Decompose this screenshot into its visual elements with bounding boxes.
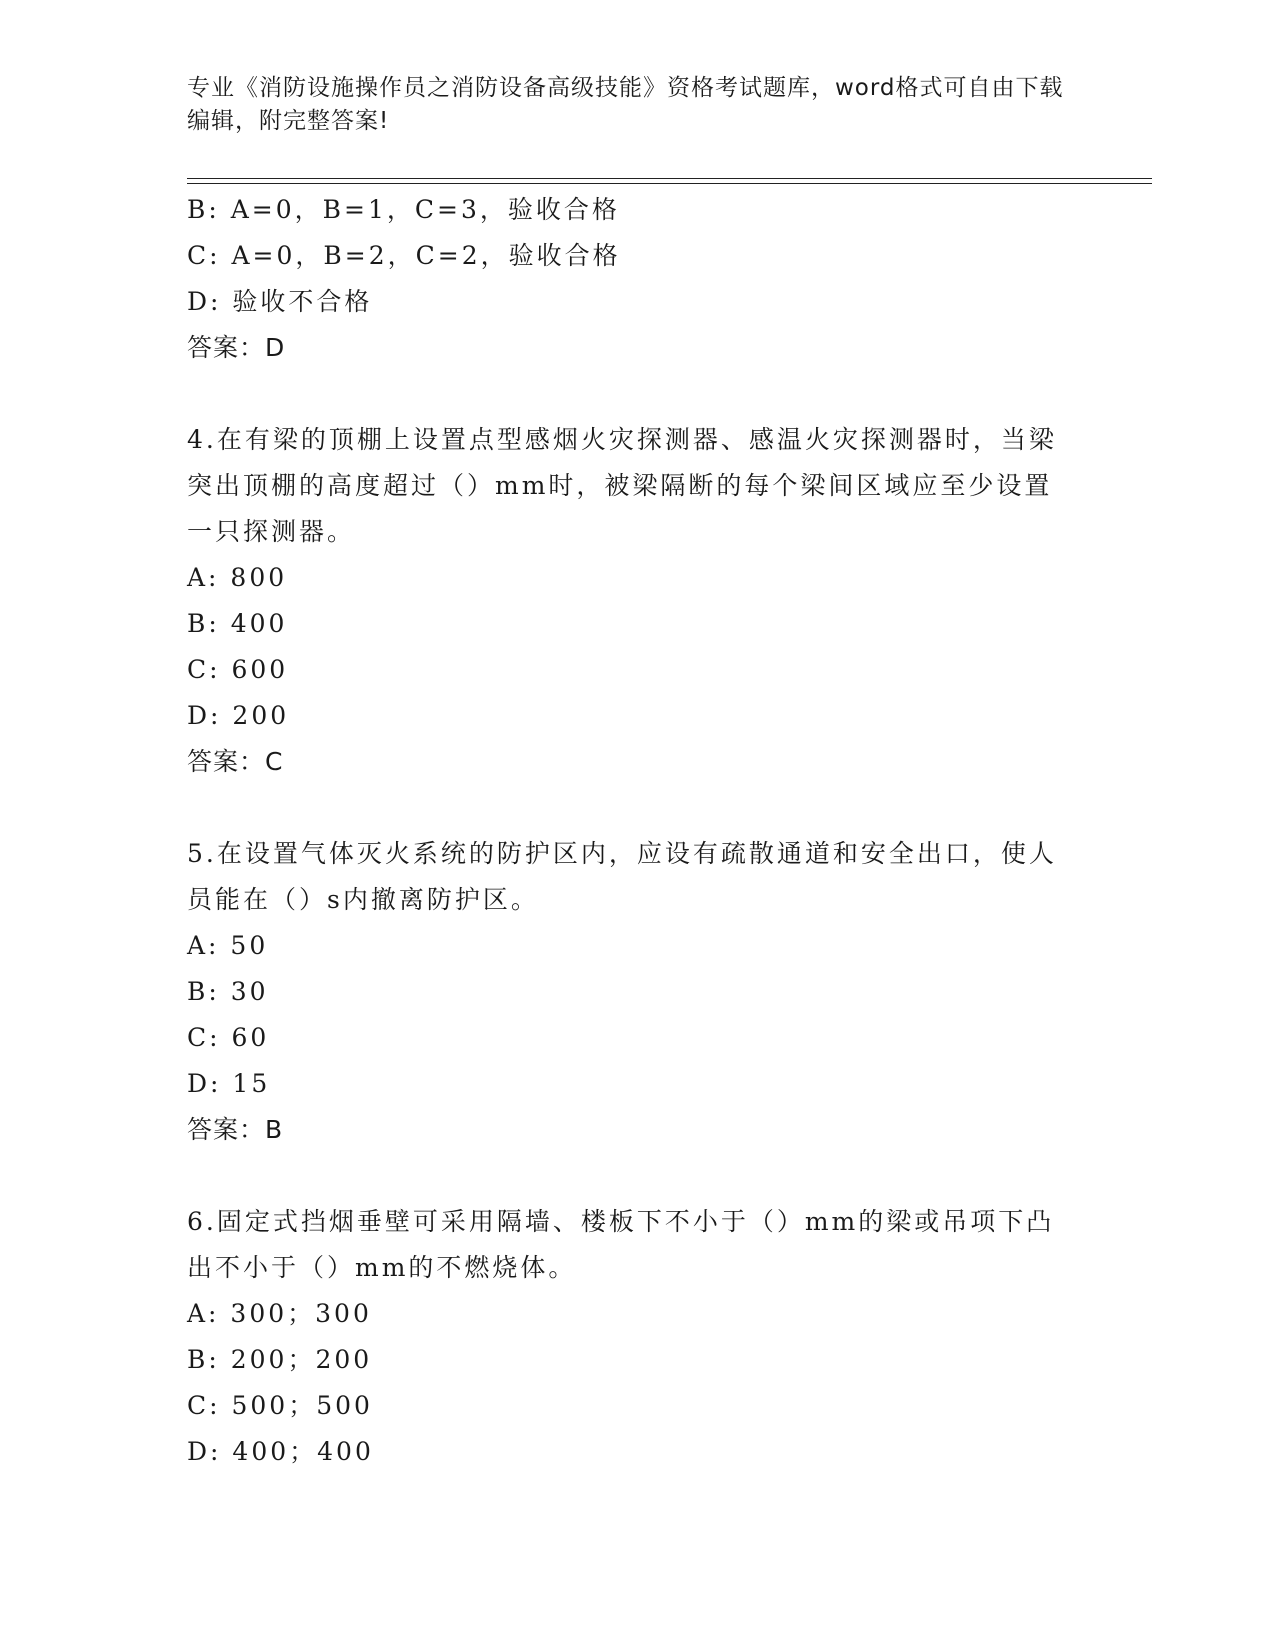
- question-4: [187, 417, 1067, 785]
- option-c: C: A=0，B=2，C=2，验收合格: [187, 241, 621, 270]
- answer-line: 答案：D: [187, 333, 286, 362]
- question-text: 4.在有梁的顶棚上设置点型感烟火灾探测器、感温火灾探测器时，当梁突出顶棚的高度超过（）mm时，被梁隔断的每个梁间区域应至少设置一只探测器。: [187, 425, 1057, 546]
- option-b: B: 200；200: [187, 1345, 373, 1374]
- answer-line: 答案：C: [187, 747, 284, 776]
- previous-question-block: [187, 187, 1067, 371]
- option-a: A: 800: [187, 563, 288, 592]
- spacer: [187, 1153, 1067, 1199]
- option-c: C: 500；500: [187, 1391, 373, 1420]
- question-text: 6.固定式挡烟垂壁可采用隔墙、楼板下不小于（）mm的梁或吊项下凸出不小于（）mm的不燃烧体。: [187, 1207, 1055, 1282]
- header-rule-top: [187, 178, 1152, 179]
- option-d: D: 15: [187, 1069, 271, 1098]
- document-header: 专业《消防设施操作员之消防设备高级技能》资格考试题库，word格式可自由下载编辑，附完整答案!: [187, 75, 1064, 134]
- option-d: D: 验收不合格: [187, 287, 373, 316]
- option-b: B: 30: [187, 977, 269, 1006]
- header-rule-bottom: [187, 183, 1152, 184]
- answer-line: 答案：B: [187, 1115, 284, 1144]
- option-c: C: 600: [187, 655, 289, 684]
- question-list: [187, 187, 1067, 1475]
- option-b: B: A=0，B=1，C=3，验收合格: [187, 195, 620, 224]
- question-text: 5.在设置气体灭火系统的防护区内，应设有疏散通道和安全出口，使人员能在（）s内撤离防护区。: [187, 839, 1057, 914]
- option-a: A: 50: [187, 931, 269, 960]
- option-d: D: 400；400: [187, 1437, 374, 1466]
- spacer: [187, 371, 1067, 417]
- spacer: [187, 785, 1067, 831]
- question-6: [187, 1199, 1067, 1475]
- option-b: B: 400: [187, 609, 288, 638]
- question-5: [187, 831, 1067, 1153]
- option-c: C: 60: [187, 1023, 270, 1052]
- option-a: A: 300；300: [187, 1299, 372, 1328]
- option-d: D: 200: [187, 701, 290, 730]
